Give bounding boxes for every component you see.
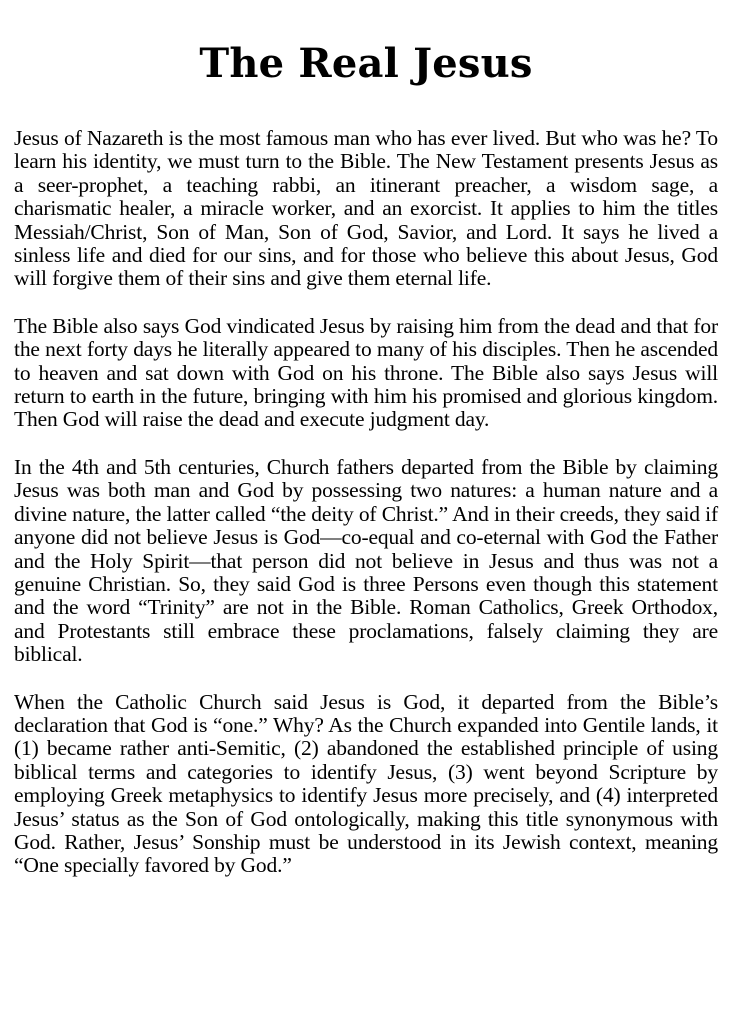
page-title: The Real Jesus: [199, 40, 533, 87]
paragraph-4: When the Catholic Church said Jesus is God, it departed from the Bible’s declaration that God is “one.” Why? As the Church expanded into Gentile lands, it (1) became rather anti-Semitic, (2) abandoned the established principle of using biblical terms and categories to identify Jesus, (3) went beyond Scripture by employing Greek metaphysics to identify Jesus more precisely, and (4) interpreted Jesus’ status as the Son of God ontologically, making this title synonymous with God. Rather, Jesus’ Sonship must be understood in its Jewish context, meaning “One specially favored by God.”: [14, 689, 718, 878]
paragraph-2: The Bible also says God vindicated Jesus by raising him from the dead and that for the next forty days he literally appeared to many of his disciples. Then he ascended to heaven and sat down with God on his throne. The Bible also says Jesus will return to earth in the future, bringing with him his promised and glorious kingdom. Then God will raise the dead and execute judgment day.: [14, 313, 718, 432]
document-page: [14, 0, 718, 878]
paragraph-1: Jesus of Nazareth is the most famous man who has ever lived. But who was he? To learn his identity, we must turn to the Bible. The New Testament presents Jesus as a seer-prophet, a teaching rabbi, an itinerant preacher, a wisdom sage, a charismatic healer, a miracle worker, and an exorcist. It applies to him the titles Messiah/Christ, Son of Man, Son of God, Savior, and Lord. It says he lived a sinless life and died for our sins, and for those who believe this about Jesus, God will forgive them of their sins and give them eternal life.: [14, 126, 718, 291]
paragraph-3: In the 4th and 5th centuries, Church fathers departed from the Bible by claiming Jesus was both man and God by possessing two natures: a human nature and a divine nature, the latter called “the deity of Christ.” And in their creeds, they said if anyone did not believe Jesus is God—co-equal and co-eternal with God the Father and the Holy Spirit—that person did not believe in Jesus and thus was not a genuine Christian. So, they said God is three Persons even though this statement and the word “Trinity” are not in the Bible. Roman Catholics, Greek Orthodox, and Protestants still embrace these proclamations, falsely claiming they are biblical.: [14, 454, 718, 667]
